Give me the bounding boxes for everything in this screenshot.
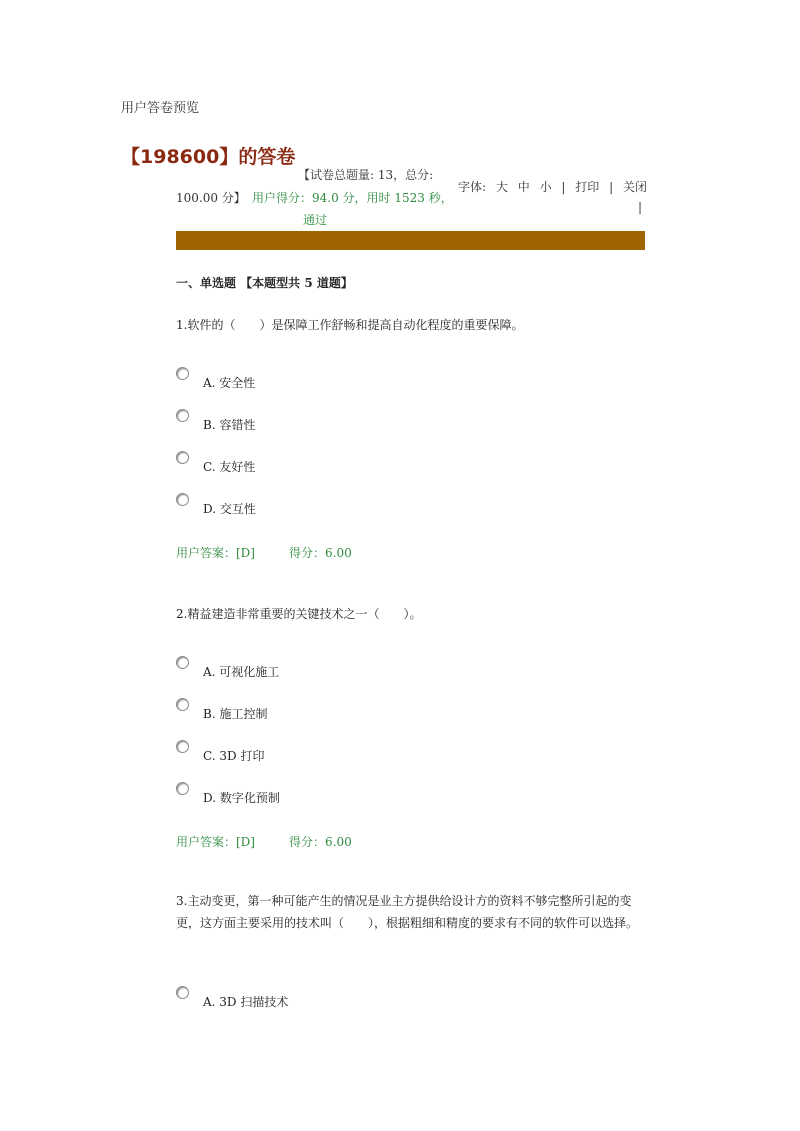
radio-button[interactable] (176, 782, 189, 795)
radio-button[interactable] (176, 493, 189, 506)
option-label: C. 友好性 (203, 460, 256, 474)
answer-value: 用户答案：[D] (176, 546, 255, 560)
radio-button[interactable] (176, 698, 189, 711)
question-text: 1.软件的（ ）是保障工作舒畅和提高自动化程度的重要保障。 (176, 318, 524, 332)
question-text: 2.精益建造非常重要的关键技术之一（ ）。 (176, 607, 422, 621)
option-label: B. 容错性 (203, 418, 256, 432)
question-text: 3.主动变更，第一种可能产生的情况是业主方提供给设计方的资料不够完整所引起的变更，这方面主要采用的技术叫（ ），根据粗细和精度的要求有不同的软件可以选择。 (176, 894, 639, 930)
section-title: 一、单选题 【本题型共 5 道题】 (176, 276, 353, 290)
radio-button[interactable] (176, 367, 189, 380)
answer-value: 用户答案：[D] (176, 835, 255, 849)
answer-score: 得分：6.00 (289, 835, 352, 849)
toolbar (458, 178, 653, 195)
page-heading: 【198600】的答卷 (121, 146, 296, 168)
radio-button[interactable] (176, 986, 189, 999)
option-row[interactable] (176, 660, 279, 680)
summary-status: 通过 (303, 213, 328, 227)
close-button[interactable]: 关闭 (623, 180, 648, 194)
option-row[interactable] (176, 786, 280, 806)
print-button[interactable]: 打印 (575, 180, 600, 194)
radio-button[interactable] (176, 451, 189, 464)
toolbar-separator: | (638, 200, 643, 214)
option-label: D. 数字化预制 (203, 791, 280, 805)
toolbar-separator: | (561, 180, 566, 194)
option-row[interactable] (176, 455, 255, 475)
radio-button[interactable] (176, 740, 189, 753)
answer-score: 得分：6.00 (289, 546, 352, 560)
radio-button[interactable] (176, 409, 189, 422)
summary-question-count: 【试卷总题量: 13，总分: (298, 168, 434, 182)
header-bar (176, 231, 645, 250)
font-large-button[interactable]: 大 (495, 180, 508, 194)
option-row[interactable] (176, 744, 264, 764)
option-label: C. 3D 打印 (203, 749, 265, 763)
option-label: B. 施工控制 (203, 707, 268, 721)
option-row[interactable] (176, 413, 255, 433)
toolbar-separator: | (609, 180, 614, 194)
option-row[interactable] (176, 702, 267, 722)
option-row[interactable] (176, 497, 256, 517)
user-answer (176, 833, 352, 850)
option-row[interactable] (176, 990, 288, 1010)
option-label: A. 可视化施工 (203, 665, 280, 679)
radio-button[interactable] (176, 656, 189, 669)
option-row[interactable] (176, 371, 255, 391)
summary-user-score: 用户得分：94.0 分，用时 1523 秒， (252, 191, 453, 205)
font-size-label: 字体: (458, 180, 487, 194)
user-answer (176, 544, 352, 561)
font-medium-button[interactable]: 中 (517, 180, 530, 194)
font-small-button[interactable]: 小 (539, 180, 552, 194)
page-label: 用户答卷预览 (121, 101, 200, 116)
option-label: A. 3D 扫描技术 (203, 995, 289, 1009)
summary-total-score: 100.00 分】 (176, 191, 246, 205)
option-label: D. 交互性 (203, 502, 256, 516)
option-label: A. 安全性 (203, 376, 256, 390)
